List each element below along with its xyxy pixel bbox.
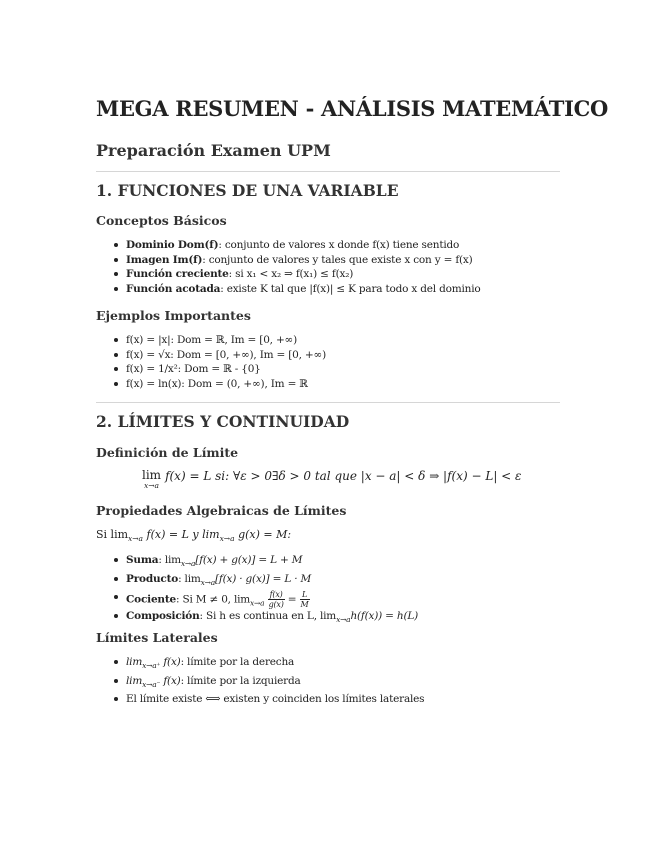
document-title: MEGA RESUMEN - ANÁLISIS MATEMÁTICO — [96, 96, 609, 121]
ejemplos-list — [96, 333, 566, 391]
ejemplos-heading: Ejemplos Importantes — [96, 308, 251, 323]
list-item: El límite existe ⟺ existen y coinciden los límites laterales — [126, 692, 566, 707]
list-item: $\lim_{x\to a^-} f(x)$: límite por la izquierda — [126, 674, 566, 693]
list-item: Imagen Im(f): conjunto de valores y tales que existe x con y = f(x) — [126, 253, 566, 268]
list-item: Composición: Si h es continua en L, $\lim_{x\to a}h(f(x)) = h(L)$ — [126, 609, 566, 628]
list-item: Dominio Dom(f): conjunto de valores x donde f(x) tiene sentido — [126, 238, 566, 253]
section-divider — [96, 171, 560, 172]
list-item: f(x) = ln(x): Dom = (0, +∞), Im = ℝ — [126, 377, 566, 392]
document-subtitle: Preparación Examen UPM — [96, 141, 331, 160]
conceptos-heading: Conceptos Básicos — [96, 213, 227, 228]
list-item: f(x) = |x|: Dom = ℝ, Im = [0, +∞) — [126, 333, 566, 348]
propiedades-intro: Si $\lim_{x\to a} f(x) = L$ y $\lim_{x\to a} g(x) = M$: — [96, 528, 292, 544]
section-1-heading: 1. FUNCIONES DE UNA VARIABLE — [96, 181, 399, 200]
propiedades-list — [96, 553, 566, 628]
list-item: $\lim_{x\to a^+} f(x)$: límite por la derecha — [126, 655, 566, 674]
list-item: Suma: $\lim_{x\to a}[f(x) + g(x)] = L + M$ — [126, 553, 566, 572]
section-divider — [96, 402, 560, 403]
list-item: f(x) = 1/x²: Dom = ℝ - {0} — [126, 362, 566, 377]
list-item: Función acotada: existe K tal que |f(x)| ≤ K para todo x del dominio — [126, 282, 566, 297]
limit-definition-formula: lim x→a f(x) = L si: ∀ε > 0∃δ > 0 tal que |x − a| < δ ⇒ |f(x) − L| < ε — [142, 468, 522, 490]
conceptos-list — [96, 238, 566, 296]
list-item: Producto: $\lim_{x\to a}[f(x) \cdot g(x)] = L \cdot M$ — [126, 572, 566, 591]
definicion-heading: Definición de Límite — [96, 445, 239, 460]
list-item: Función creciente: si x₁ < x₂ ⇒ f(x₁) ≤ f(x₂) — [126, 267, 566, 282]
propiedades-heading: Propiedades Algebraicas de Límites — [96, 503, 347, 518]
list-item: Cociente: Si M ≠ 0, $\lim_{x\to a}$ $\frac{f(x)}{g(x)}$ = $\frac{L}{M}$ — [126, 590, 566, 609]
laterales-list — [96, 655, 566, 707]
section-2-heading: 2. LÍMITES Y CONTINUIDAD — [96, 412, 350, 431]
laterales-heading: Límites Laterales — [96, 630, 218, 645]
list-item: f(x) = √x: Dom = [0, +∞), Im = [0, +∞) — [126, 348, 566, 363]
